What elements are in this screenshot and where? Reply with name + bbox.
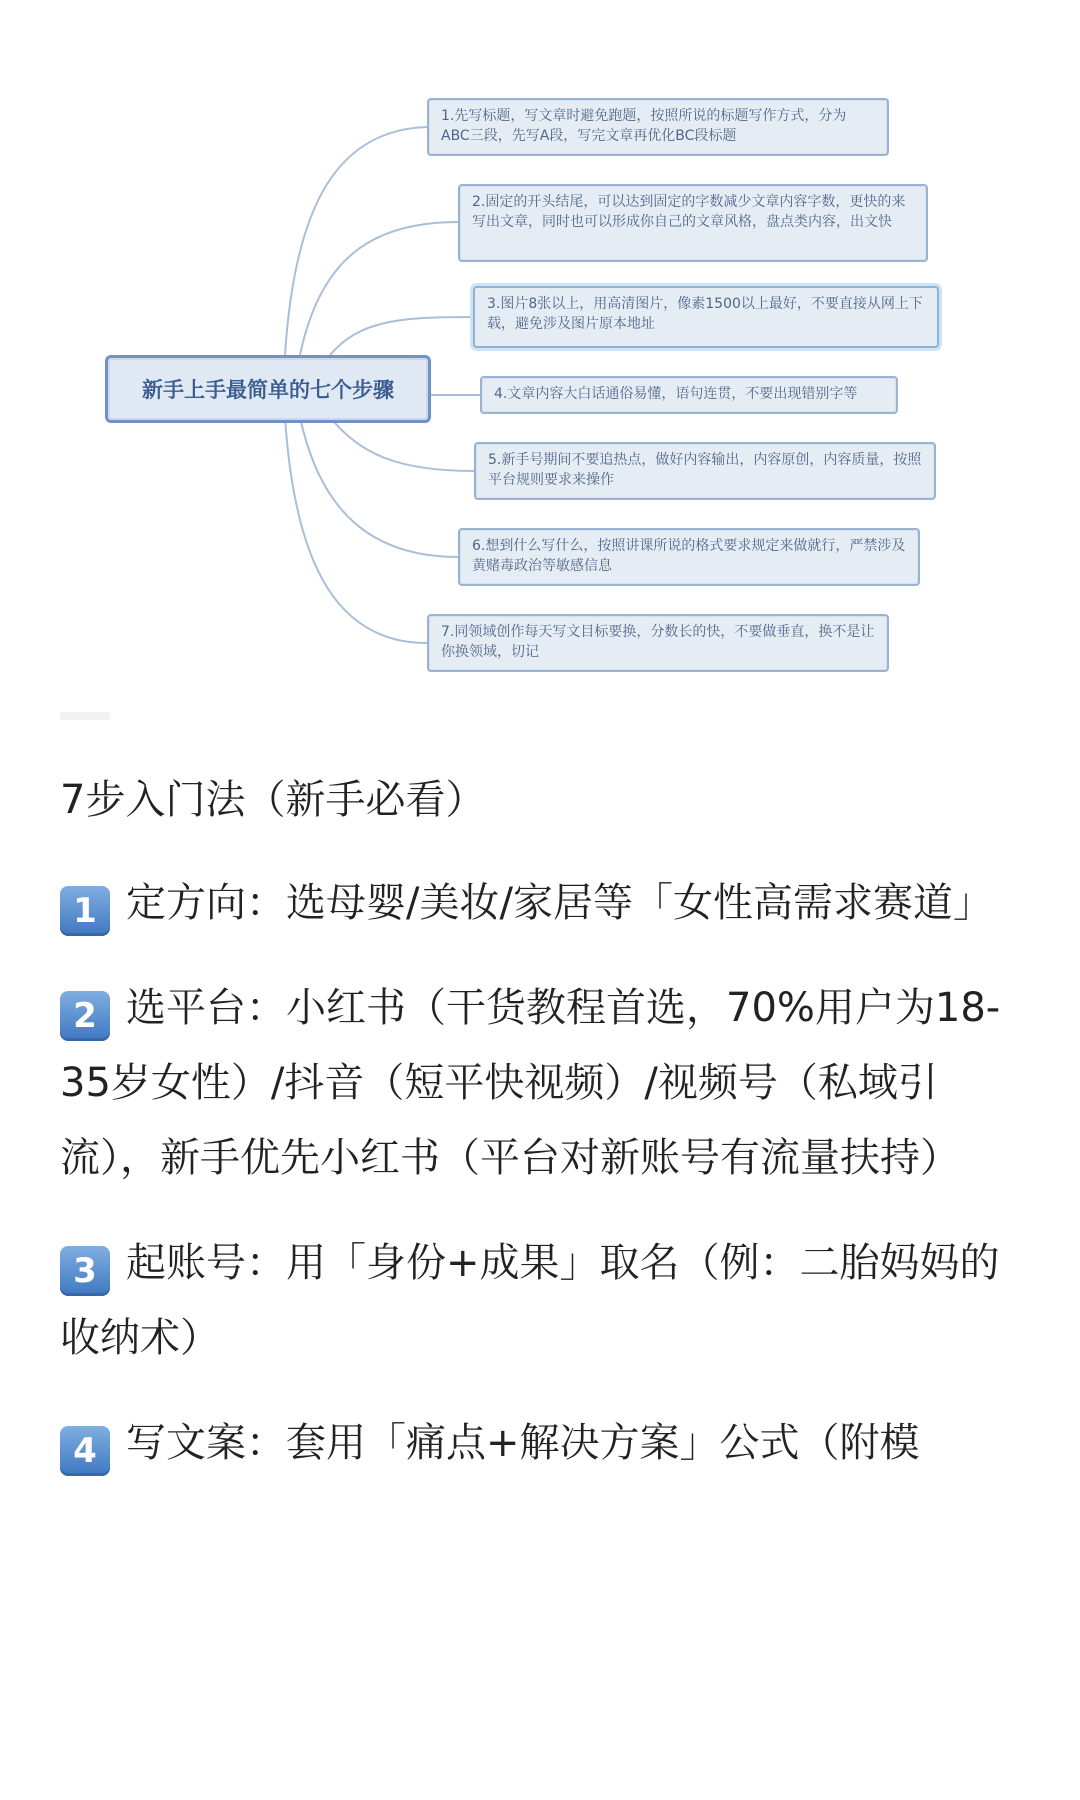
step-item-3-text: 起账号：用「身份+成果」取名（例：二胎妈妈的收纳术） bbox=[60, 1240, 1000, 1361]
step-item-4-text: 写文案：套用「痛点+解决方案」公式（附模 bbox=[126, 1420, 920, 1466]
step-item-1 bbox=[60, 866, 1030, 941]
mind-map-step-7: 7.同领域创作每天写文目标要换，分数长的快，不要做垂直，换不是让你换领域，切记 bbox=[427, 614, 889, 672]
connector-7 bbox=[285, 417, 427, 643]
keycap-3-icon: 3 bbox=[60, 1246, 110, 1296]
mind-map-step-3: 3.图片8张以上，用高清图片，像素1500以上最好，不要直接从网上下载，避免涉及图片原本地址 bbox=[473, 286, 939, 348]
mind-map-step-6: 6.想到什么写什么，按照讲课所说的格式要求规定来做就行，严禁涉及黄赌毒政治等敏感信息 bbox=[458, 528, 920, 586]
step-item-2-text: 选平台：小红书（干货教程首选，70%用户为18-35岁女性）/抖音（短平快视频）/视频号（私域引流），新手优先小红书（平台对新账号有流量扶持） bbox=[60, 985, 1001, 1181]
connector-2 bbox=[300, 222, 458, 355]
mind-map-step-5: 5.新手号期间不要追热点，做好内容输出，内容原创，内容质量，按照平台规则要求来操作 bbox=[474, 442, 936, 500]
step-item-4 bbox=[60, 1406, 1030, 1481]
step-item-1-text: 定方向：选母婴/美妆/家居等「女性高需求赛道」 bbox=[126, 880, 993, 926]
mind-map-step-4: 4.文章内容大白话通俗易懂，语句连贯，不要出现错别字等 bbox=[480, 376, 898, 414]
connector-1 bbox=[285, 127, 427, 355]
keycap-2-icon: 2 bbox=[60, 991, 110, 1041]
keycap-4-icon: 4 bbox=[60, 1426, 110, 1476]
connector-3 bbox=[330, 317, 473, 355]
article-body bbox=[60, 770, 1030, 1511]
mind-map-step-2: 2.固定的开头结尾，可以达到固定的字数减少文章内容字数，更快的来写出文章，同时也可以形成你自己的文章风格，盘点类内容，出文快 bbox=[458, 184, 928, 262]
mind-map-step-1: 1.先写标题，写文章时避免跑题，按照所说的标题写作方式，分为ABC三段，先写A段，写完文章再优化BC段标题 bbox=[427, 98, 889, 156]
mind-map-figure bbox=[0, 0, 1080, 740]
keycap-1-icon: 1 bbox=[60, 886, 110, 936]
mind-map-center-node: 新手上手最简单的七个步骤 bbox=[105, 355, 431, 423]
step-item-3 bbox=[60, 1226, 1030, 1376]
connector-6 bbox=[300, 417, 458, 557]
step-item-2 bbox=[60, 971, 1030, 1196]
connector-5 bbox=[330, 417, 474, 471]
article-heading: 7步入门法（新手必看） bbox=[60, 777, 486, 823]
image-watermark-mark bbox=[60, 712, 110, 720]
